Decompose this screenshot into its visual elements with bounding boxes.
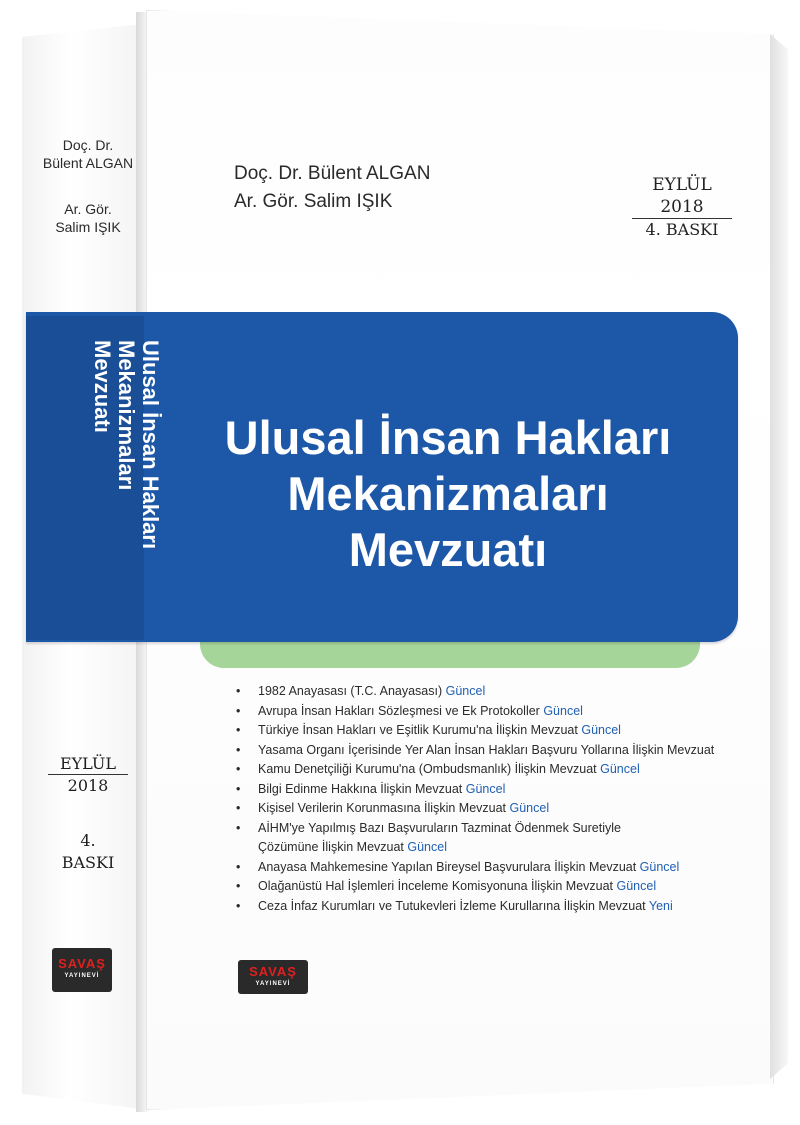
spine-title-line-1: Ulusal İnsan Hakları xyxy=(138,340,163,550)
list-item-text: Bilgi Edinme Hakkına İlişkin Mevzuat xyxy=(258,781,466,796)
list-item-text: Avrupa İnsan Hakları Sözleşmesi ve Ek Protokoller xyxy=(258,703,544,718)
bullet-icon: • xyxy=(236,820,241,835)
bullet-icon: • xyxy=(236,742,241,757)
publisher-logo-front xyxy=(238,960,308,994)
list-item xyxy=(236,819,736,839)
spine-edition xyxy=(36,830,140,874)
page-edge xyxy=(770,34,788,1079)
list-item xyxy=(236,877,736,897)
contents-list xyxy=(236,682,736,916)
status-tag: Güncel xyxy=(543,703,583,718)
front-author-1: Doç. Dr. Bülent ALGAN xyxy=(234,163,431,184)
bullet-icon: • xyxy=(236,703,241,718)
front-edition: 4. BASKI xyxy=(645,220,719,239)
spine-date xyxy=(36,754,140,797)
status-tag: Güncel xyxy=(509,801,550,815)
spine-title xyxy=(48,340,162,640)
book-title-line-2: Mekanizmaları xyxy=(287,467,609,520)
front-author-2: Ar. Gör. Salim IŞIK xyxy=(234,191,393,212)
front-edition-box xyxy=(632,174,732,241)
book-title xyxy=(168,410,728,578)
bullet-icon: • xyxy=(236,879,241,893)
spine-author-2-name: Salim IŞIK xyxy=(55,219,121,235)
logo-name: SAVAŞ xyxy=(58,956,106,971)
list-item-text: 1982 Anayasası (T.C. Anayasası) xyxy=(258,684,446,698)
spine-title-line-3: Mevzuatı xyxy=(90,340,115,433)
list-item-text: Olağanüstü Hal İşlemleri İnceleme Komisyonuna İlişkin Mevzuat xyxy=(258,879,617,893)
list-item-text: Yasama Organı İçerisinde Yer Alan İnsan Hakları Başvuru Yollarına İlişkin Mevzuat xyxy=(258,742,715,757)
logo-subtitle: YAYINEVİ xyxy=(255,981,291,987)
list-item xyxy=(236,702,736,722)
status-tag: Güncel xyxy=(465,781,506,796)
bullet-icon: • xyxy=(236,781,241,796)
book-title-line-3: Mevzuatı xyxy=(348,523,548,576)
front-authors xyxy=(234,160,430,216)
list-item xyxy=(236,780,736,800)
status-tag: Güncel xyxy=(445,684,486,698)
spine-author-1 xyxy=(36,136,140,172)
list-item-text: Ceza İnfaz Kurumları ve Tutukevleri İzleme Kurullarına İlişkin Mevzuat xyxy=(258,898,649,913)
list-item-text: AİHM'ye Yapılmış Bazı Başvuruların Tazminat Ödenmek Suretiyle xyxy=(258,820,621,835)
bullet-icon: • xyxy=(236,898,241,913)
logo-name: SAVAŞ xyxy=(249,964,297,979)
list-item xyxy=(236,897,736,917)
list-item xyxy=(236,682,736,702)
spine-edition-number: 4. xyxy=(80,831,96,850)
front-date: EYLÜL 2018 xyxy=(632,174,732,219)
bullet-icon: • xyxy=(236,801,241,815)
spine-year: 2018 xyxy=(67,776,109,795)
spine-edition-label: BASKI xyxy=(61,853,115,872)
spine-author-1-name: Bülent ALGAN xyxy=(42,155,134,171)
list-item-continuation xyxy=(236,838,736,858)
spine-author-1-title: Doç. Dr. xyxy=(62,137,114,153)
status-tag: Güncel xyxy=(639,859,680,874)
spine-author-2 xyxy=(36,200,140,236)
list-item-text: Çözümüne İlişkin Mevzuat xyxy=(258,840,408,854)
bullet-icon: • xyxy=(236,859,241,874)
list-item-text: Kişisel Verilerin Korunmasına İlişkin Mevzuat xyxy=(258,801,510,815)
bullet-icon: • xyxy=(236,762,241,776)
status-tag: Güncel xyxy=(407,840,447,854)
list-item xyxy=(236,799,736,819)
list-item xyxy=(236,721,736,741)
list-item xyxy=(236,760,736,780)
bullet-icon: • xyxy=(236,684,241,698)
list-item xyxy=(236,858,736,878)
logo-subtitle: YAYINEVİ xyxy=(64,973,100,979)
spine-month: EYLÜL xyxy=(48,754,128,775)
list-item-text: Kamu Denetçiliği Kurumu'na (Ombudsmanlık) İlişkin Mevzuat xyxy=(258,762,601,776)
spine-title-line-2: Mekanizmaları xyxy=(114,340,139,491)
list-item-text: Türkiye İnsan Hakları ve Eşitlik Kurumu'na İlişkin Mevzuat xyxy=(258,723,582,737)
status-tag: Güncel xyxy=(616,879,657,893)
book-title-line-1: Ulusal İnsan Hakları xyxy=(224,411,672,464)
list-item xyxy=(236,741,736,761)
list-item-text: Anayasa Mahkemesine Yapılan Bireysel Başvurulara İlişkin Mevzuat xyxy=(258,859,640,874)
publisher-logo-spine xyxy=(52,948,112,992)
status-tag: Güncel xyxy=(600,762,640,776)
bullet-icon: • xyxy=(236,723,241,737)
spine-author-2-title: Ar. Gör. xyxy=(64,201,112,217)
status-tag: Yeni xyxy=(648,898,673,913)
status-tag: Güncel xyxy=(581,723,621,737)
